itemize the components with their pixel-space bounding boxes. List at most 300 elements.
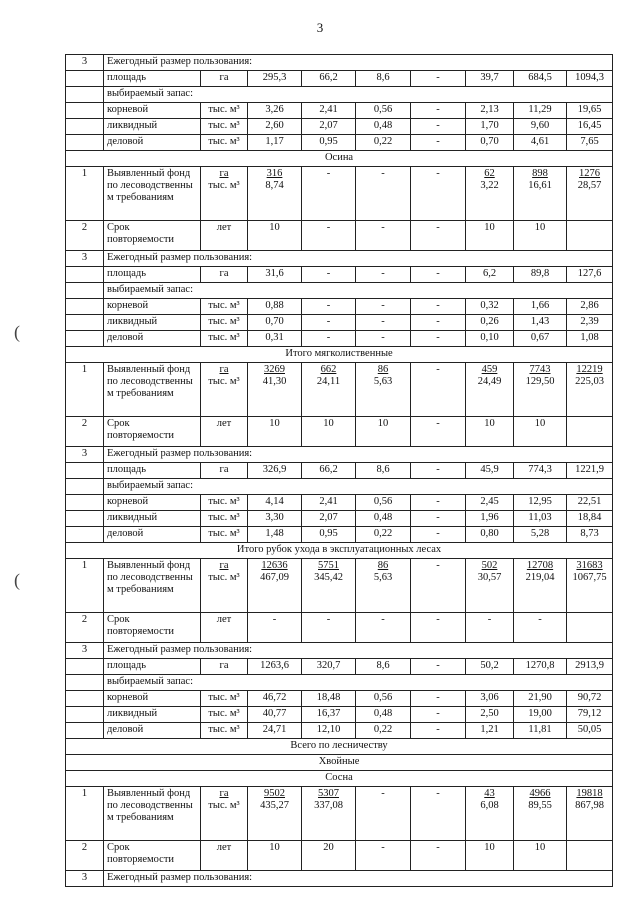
value-cell: 79,12 — [567, 707, 613, 723]
table-row — [66, 659, 613, 675]
felling-table — [65, 54, 613, 887]
value-cell: 8,6 — [356, 71, 411, 87]
row-number: 2 — [66, 613, 104, 643]
value-cell: 90,72 — [567, 691, 613, 707]
table-row — [66, 315, 613, 331]
value-cell: 39,7 — [466, 71, 514, 87]
value-cell: - — [302, 331, 356, 347]
value-cell: - — [411, 495, 466, 511]
row-label: Срок повторяемости — [104, 613, 201, 643]
value-cell: 1,66 — [514, 299, 567, 315]
table-row — [66, 447, 613, 463]
value-area: 898 — [532, 168, 548, 179]
value-area: 5751 — [318, 560, 339, 571]
value-volume: 5,63 — [373, 376, 393, 387]
row-label: корневой — [104, 103, 201, 119]
value-cell — [567, 167, 613, 221]
section-title: Всего по лесничеству — [66, 739, 613, 755]
table-row — [66, 251, 613, 267]
value-cell — [356, 559, 411, 613]
unit-cell — [201, 363, 248, 417]
unit-volume: тыс. м³ — [208, 572, 240, 583]
value-cell — [356, 787, 411, 841]
value-cell: - — [411, 103, 466, 119]
value-cell: - — [248, 613, 302, 643]
value-cell: 1,21 — [466, 723, 514, 739]
section-title: Осина — [66, 151, 613, 167]
value-cell — [248, 363, 302, 417]
value-cell: - — [356, 613, 411, 643]
unit-volume: тыс. м³ — [208, 180, 240, 191]
section-title: Хвойные — [66, 755, 613, 771]
value-cell: 1094,3 — [567, 71, 613, 87]
unit-cell: лет — [201, 417, 248, 447]
row-number — [66, 659, 104, 675]
table-row — [66, 707, 613, 723]
value-cell: 24,71 — [248, 723, 302, 739]
value-cell: - — [302, 221, 356, 251]
value-cell: 22,51 — [567, 495, 613, 511]
value-cell: - — [411, 463, 466, 479]
value-cell: - — [302, 267, 356, 283]
value-cell: 4,14 — [248, 495, 302, 511]
value-volume: 337,08 — [314, 800, 343, 811]
value-cell: 127,6 — [567, 267, 613, 283]
value-cell: 18,84 — [567, 511, 613, 527]
value-volume: 16,61 — [528, 180, 552, 191]
value-cell: 3,26 — [248, 103, 302, 119]
value-cell: 1,48 — [248, 527, 302, 543]
unit-cell: тыс. м³ — [201, 707, 248, 723]
row-label: корневой — [104, 691, 201, 707]
table-row — [66, 543, 613, 559]
value-cell: 12,95 — [514, 495, 567, 511]
value-volume: 28,57 — [577, 180, 602, 191]
unit-cell: лет — [201, 841, 248, 871]
unit-cell: га — [201, 463, 248, 479]
value-cell: 0,88 — [248, 299, 302, 315]
value-cell: - — [356, 299, 411, 315]
value-cell: - — [466, 613, 514, 643]
value-cell: 19,65 — [567, 103, 613, 119]
value-cell: 2,41 — [302, 495, 356, 511]
value-cell: 1221,9 — [567, 463, 613, 479]
value-cell: - — [302, 613, 356, 643]
table-row — [66, 495, 613, 511]
value-cell: 21,90 — [514, 691, 567, 707]
table-row — [66, 283, 613, 299]
value-cell: - — [411, 659, 466, 675]
table-row — [66, 723, 613, 739]
row-number — [66, 331, 104, 347]
table-row — [66, 167, 613, 221]
table-row — [66, 267, 613, 283]
value-cell: - — [411, 135, 466, 151]
unit-cell: тыс. м³ — [201, 723, 248, 739]
value-cell: 0,31 — [248, 331, 302, 347]
value-cell: 40,77 — [248, 707, 302, 723]
value-cell — [302, 559, 356, 613]
row-number: 3 — [66, 55, 104, 71]
value-cell — [514, 559, 567, 613]
row-label: ликвидный — [104, 707, 201, 723]
row-number — [66, 315, 104, 331]
value-cell — [466, 363, 514, 417]
value-cell: - — [411, 723, 466, 739]
value-cell: 2,50 — [466, 707, 514, 723]
unit-area: га — [219, 364, 229, 375]
row-label: ликвидный — [104, 119, 201, 135]
unit-cell: тыс. м³ — [201, 511, 248, 527]
value-cell: 0,95 — [302, 527, 356, 543]
value-cell: 89,8 — [514, 267, 567, 283]
row-label: деловой — [104, 527, 201, 543]
value-cell: - — [411, 299, 466, 315]
row-number: 2 — [66, 417, 104, 447]
value-cell: 0,80 — [466, 527, 514, 543]
value-cell: - — [356, 267, 411, 283]
value-cell: - — [411, 267, 466, 283]
value-cell — [567, 221, 613, 251]
unit-volume: тыс. м³ — [208, 376, 240, 387]
unit-cell: лет — [201, 613, 248, 643]
row-label: Выявленный фонд по лесоводственны м требованиям — [104, 167, 201, 221]
value-cell: 10 — [248, 221, 302, 251]
unit-area: га — [219, 788, 229, 799]
row-label: Выявленный фонд по лесоводственны м требованиям — [104, 787, 201, 841]
value-area: 662 — [320, 364, 337, 375]
unit-cell: лет — [201, 221, 248, 251]
table-row — [66, 151, 613, 167]
row-number — [66, 723, 104, 739]
value-cell: 2,39 — [567, 315, 613, 331]
value-cell — [356, 363, 411, 417]
value-cell — [302, 167, 356, 221]
table-row — [66, 135, 613, 151]
value-cell: 0,56 — [356, 495, 411, 511]
value-cell: 2,07 — [302, 119, 356, 135]
value-volume: 6,08 — [480, 800, 499, 811]
value-cell — [514, 363, 567, 417]
table-row — [66, 771, 613, 787]
row-number — [66, 71, 104, 87]
value-area: 19818 — [576, 788, 603, 799]
value-area: 7743 — [529, 364, 551, 375]
row-number — [66, 495, 104, 511]
row-label: Выявленный фонд по лесоводственны м требованиям — [104, 559, 201, 613]
value-cell — [248, 167, 302, 221]
row-label: ликвидный — [104, 315, 201, 331]
value-volume: 89,55 — [528, 800, 552, 811]
value-cell: 66,2 — [302, 463, 356, 479]
table-row — [66, 119, 613, 135]
row-label: ликвидный — [104, 511, 201, 527]
value-cell: 0,22 — [356, 723, 411, 739]
value-cell: 5,28 — [514, 527, 567, 543]
value-area: - — [381, 788, 385, 799]
value-cell: - — [514, 613, 567, 643]
table-row — [66, 787, 613, 841]
value-area: 502 — [481, 560, 498, 571]
unit-cell — [201, 787, 248, 841]
value-volume: 24,49 — [477, 376, 502, 387]
value-volume: 24,11 — [316, 376, 341, 387]
value-cell — [567, 417, 613, 447]
value-volume: 41,30 — [262, 376, 287, 387]
table-row — [66, 871, 613, 887]
value-cell: 326,9 — [248, 463, 302, 479]
margin-mark: ( — [14, 322, 20, 342]
value-cell: 10 — [466, 221, 514, 251]
value-volume: 3,22 — [480, 180, 499, 191]
row-number — [66, 267, 104, 283]
value-cell: 10 — [514, 841, 567, 871]
value-cell: 10 — [514, 417, 567, 447]
row-number: 1 — [66, 363, 104, 417]
unit-volume: тыс. м³ — [208, 800, 240, 811]
unit-cell: тыс. м³ — [201, 299, 248, 315]
unit-cell: га — [201, 71, 248, 87]
table-row — [66, 691, 613, 707]
value-cell: - — [356, 841, 411, 871]
value-area: 62 — [484, 168, 495, 179]
value-cell — [567, 559, 613, 613]
table-row — [66, 331, 613, 347]
value-volume: 435,27 — [260, 800, 289, 811]
value-area: 31683 — [576, 560, 603, 571]
value-volume: 30,57 — [477, 572, 502, 583]
value-cell: 11,03 — [514, 511, 567, 527]
value-cell: - — [411, 707, 466, 723]
value-area: 3269 — [264, 364, 285, 375]
row-number — [66, 103, 104, 119]
row-label: деловой — [104, 723, 201, 739]
value-cell: - — [356, 221, 411, 251]
value-area: 9502 — [264, 788, 285, 799]
row-number: 1 — [66, 559, 104, 613]
value-cell: 2,45 — [466, 495, 514, 511]
value-cell: 10 — [356, 417, 411, 447]
value-cell — [567, 613, 613, 643]
value-cell: - — [356, 331, 411, 347]
value-cell: 774,3 — [514, 463, 567, 479]
unit-cell: тыс. м³ — [201, 527, 248, 543]
unit-cell: га — [201, 659, 248, 675]
value-cell: 20 — [302, 841, 356, 871]
value-cell — [411, 167, 466, 221]
value-cell — [567, 787, 613, 841]
value-cell: 16,37 — [302, 707, 356, 723]
value-cell: 66,2 — [302, 71, 356, 87]
value-cell: 684,5 — [514, 71, 567, 87]
value-cell: 16,45 — [567, 119, 613, 135]
value-cell: 0,10 — [466, 331, 514, 347]
value-cell: - — [411, 119, 466, 135]
value-cell: 1270,8 — [514, 659, 567, 675]
value-volume: 345,42 — [314, 572, 343, 583]
value-area: 86 — [377, 364, 389, 375]
table-row — [66, 347, 613, 363]
row-label: площадь — [104, 463, 201, 479]
value-cell: - — [411, 71, 466, 87]
value-area: 5307 — [318, 788, 339, 799]
value-area: - — [436, 364, 440, 375]
value-cell — [466, 787, 514, 841]
value-cell: - — [411, 221, 466, 251]
value-cell — [567, 363, 613, 417]
value-cell: 3,30 — [248, 511, 302, 527]
value-area: - — [436, 560, 440, 571]
section-title: Итого рубок ухода в эксплуатационных лесах — [66, 543, 613, 559]
value-cell: 295,3 — [248, 71, 302, 87]
table-row — [66, 739, 613, 755]
value-cell: - — [411, 691, 466, 707]
value-cell: 1,96 — [466, 511, 514, 527]
row-number: 3 — [66, 251, 104, 267]
value-cell: 1,08 — [567, 331, 613, 347]
row-label: Выявленный фонд по лесоводственны м требованиям — [104, 363, 201, 417]
value-area: 12636 — [261, 560, 288, 571]
value-cell: 0,48 — [356, 707, 411, 723]
value-cell: 50,05 — [567, 723, 613, 739]
value-cell: 1263,6 — [248, 659, 302, 675]
value-cell: 19,00 — [514, 707, 567, 723]
row-number — [66, 707, 104, 723]
unit-cell: га — [201, 267, 248, 283]
value-cell: 46,72 — [248, 691, 302, 707]
row-number — [66, 479, 104, 495]
value-cell: 320,7 — [302, 659, 356, 675]
row-heading: выбираемый запас: — [104, 87, 613, 103]
value-cell: 10 — [466, 841, 514, 871]
value-cell — [411, 559, 466, 613]
unit-cell: тыс. м³ — [201, 315, 248, 331]
value-cell: 6,2 — [466, 267, 514, 283]
value-cell: 0,56 — [356, 103, 411, 119]
value-volume: 219,04 — [525, 572, 555, 583]
page-number: 3 — [316, 20, 324, 35]
row-heading: выбираемый запас: — [104, 283, 613, 299]
value-cell: 8,73 — [567, 527, 613, 543]
table-row — [66, 417, 613, 447]
table-row — [66, 841, 613, 871]
value-volume: 467,09 — [260, 572, 289, 583]
row-number — [66, 527, 104, 543]
value-cell: - — [302, 299, 356, 315]
row-number: 2 — [66, 841, 104, 871]
table-row — [66, 363, 613, 417]
value-volume: 1067,75 — [572, 572, 607, 583]
table-row — [66, 675, 613, 691]
value-cell: 11,81 — [514, 723, 567, 739]
row-number: 2 — [66, 221, 104, 251]
value-cell: 10 — [302, 417, 356, 447]
row-label: корневой — [104, 299, 201, 315]
value-volume: 867,98 — [575, 800, 604, 811]
table-row — [66, 71, 613, 87]
row-number — [66, 283, 104, 299]
value-cell: 0,22 — [356, 135, 411, 151]
value-cell: 0,56 — [356, 691, 411, 707]
value-cell: 0,48 — [356, 119, 411, 135]
table-row — [66, 511, 613, 527]
value-area: - — [381, 168, 385, 179]
value-volume: 8,74 — [265, 180, 284, 191]
row-number: 3 — [66, 447, 104, 463]
row-heading: Ежегодный размер пользования: — [104, 643, 613, 659]
row-number — [66, 119, 104, 135]
section-title: Итого мягколиственные — [66, 347, 613, 363]
value-cell: 2,13 — [466, 103, 514, 119]
value-cell: - — [302, 315, 356, 331]
value-cell — [302, 363, 356, 417]
table-row — [66, 299, 613, 315]
value-cell: 8,6 — [356, 463, 411, 479]
value-area: 43 — [484, 788, 495, 799]
value-cell — [411, 787, 466, 841]
unit-cell: тыс. м³ — [201, 119, 248, 135]
value-cell: - — [411, 613, 466, 643]
table-row — [66, 479, 613, 495]
table-row — [66, 755, 613, 771]
value-cell: 18,48 — [302, 691, 356, 707]
value-cell: 1,43 — [514, 315, 567, 331]
row-number: 1 — [66, 787, 104, 841]
row-number — [66, 135, 104, 151]
value-cell: 4,61 — [514, 135, 567, 151]
row-number — [66, 463, 104, 479]
value-cell: 7,65 — [567, 135, 613, 151]
row-number — [66, 675, 104, 691]
unit-cell: тыс. м³ — [201, 103, 248, 119]
value-area: - — [436, 168, 440, 179]
row-label: Срок повторяемости — [104, 417, 201, 447]
table-row — [66, 613, 613, 643]
row-label: Срок повторяемости — [104, 841, 201, 871]
value-cell: - — [411, 331, 466, 347]
value-cell — [248, 787, 302, 841]
value-cell — [466, 559, 514, 613]
value-cell: 0,26 — [466, 315, 514, 331]
value-cell: 0,48 — [356, 511, 411, 527]
value-area: 86 — [377, 560, 389, 571]
value-cell: 45,9 — [466, 463, 514, 479]
value-cell — [514, 167, 567, 221]
value-cell: 50,2 — [466, 659, 514, 675]
unit-cell: тыс. м³ — [201, 135, 248, 151]
row-heading: Ежегодный размер пользования: — [104, 251, 613, 267]
value-cell: 9,60 — [514, 119, 567, 135]
row-heading: выбираемый запас: — [104, 479, 613, 495]
value-cell: - — [411, 527, 466, 543]
value-cell: 2,86 — [567, 299, 613, 315]
value-area: 12708 — [526, 560, 554, 571]
row-label: деловой — [104, 135, 201, 151]
value-cell: - — [411, 417, 466, 447]
value-cell — [466, 167, 514, 221]
value-cell: - — [411, 841, 466, 871]
row-label: Срок повторяемости — [104, 221, 201, 251]
row-heading: Ежегодный размер пользования: — [104, 871, 613, 887]
row-number — [66, 691, 104, 707]
row-label: корневой — [104, 495, 201, 511]
row-heading: Ежегодный размер пользования: — [104, 447, 613, 463]
unit-cell — [201, 559, 248, 613]
row-number: 3 — [66, 871, 104, 887]
value-area: 1276 — [579, 168, 601, 179]
value-cell — [356, 167, 411, 221]
value-cell: 12,10 — [302, 723, 356, 739]
